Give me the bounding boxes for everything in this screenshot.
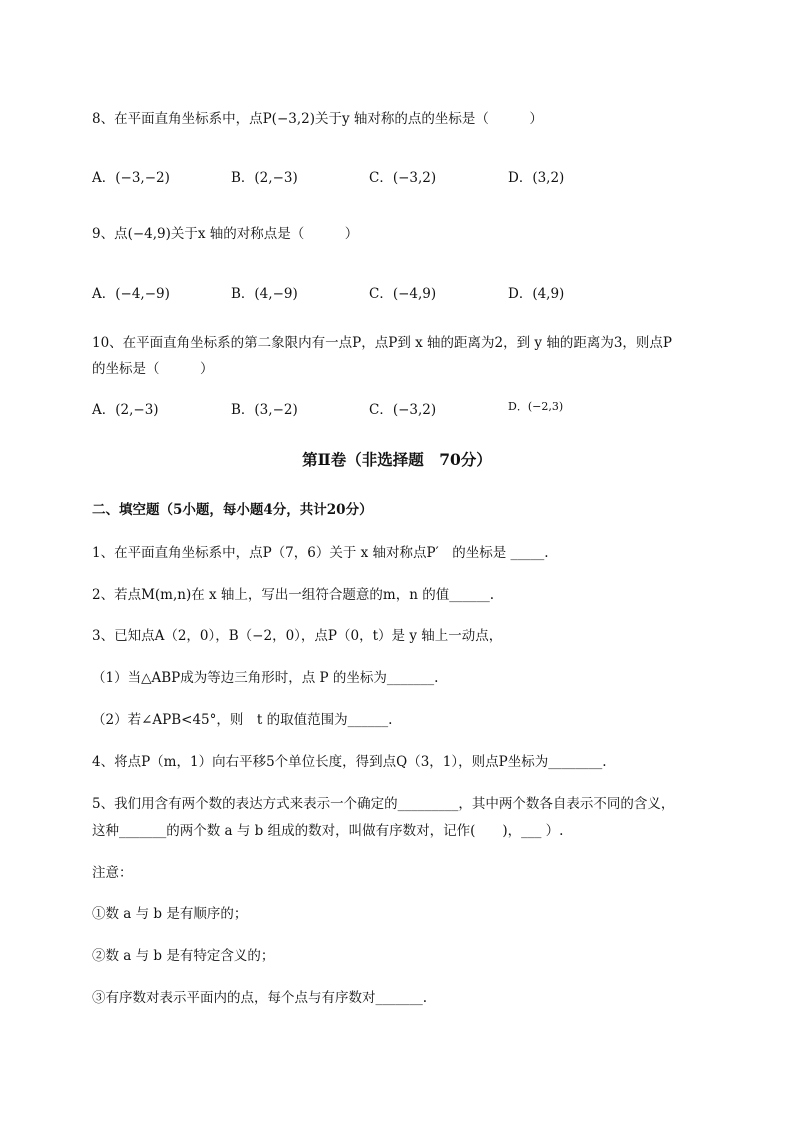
fill-question-3-part-1: （1）当△ABP成为等边三角形时，点 P 的坐标为_______. bbox=[92, 670, 439, 686]
question-9-options bbox=[92, 282, 712, 302]
q9-option-d: D．(4,9) bbox=[508, 286, 565, 302]
question-8-options bbox=[92, 166, 712, 186]
section-heading: 二、填空题（5小题，每小题4分，共计20分） bbox=[92, 502, 373, 518]
fill-question-3-part-2: （2）若∠APB<45°，则 t 的取值范围为______. bbox=[92, 712, 393, 728]
fill-question-1: 1、在平面直角坐标系中，点P（7，6）关于 x 轴对称点P′ 的坐标是 _____. bbox=[92, 545, 549, 561]
fill-question-5-line2: 这种_______的两个数 a 与 b 组成的数对，叫做有序数对，记作( )，___ ）. bbox=[92, 823, 564, 839]
question-10-stem-line1: 10、在平面直角坐标系的第二象限内有一点P，点P到 x 轴的距离为2，到 y 轴的距离为3，则点P bbox=[92, 335, 673, 351]
q8-option-b: B．(2,−3) bbox=[231, 170, 298, 186]
note-2: ②数 a 与 b 是有特定含义的； bbox=[92, 948, 275, 964]
q9-option-c: C．(−4,9) bbox=[369, 286, 437, 302]
q8-option-d: D．(3,2) bbox=[508, 170, 565, 186]
question-10-options bbox=[92, 398, 712, 418]
q8-option-a: A．(−3,−2) bbox=[92, 170, 170, 186]
q10-option-b: B．(3,−2) bbox=[231, 402, 298, 418]
note-3: ③有序数对表示平面内的点，每个点与有序数对_______. bbox=[92, 990, 428, 1006]
q10-option-d: D．(−2,3) bbox=[508, 400, 564, 413]
question-8-stem: 8、在平面直角坐标系中，点P(−3,2)关于y 轴对称的点的坐标是（ ） bbox=[92, 111, 543, 127]
fill-question-4: 4、将点P（m，1）向右平移5个单位长度，得到点Q（3，1），则点P坐标为________. bbox=[92, 754, 607, 770]
note-label: 注意： bbox=[92, 865, 133, 881]
fill-question-2: 2、若点M(m,n)在 x 轴上，写出一组符合题意的m，n 的值______. bbox=[92, 587, 495, 603]
q9-option-a: A．(−4,−9) bbox=[92, 286, 170, 302]
part-2-title: 第Ⅱ卷（非选择题 70分） bbox=[302, 450, 492, 469]
q10-option-a: A．(2,−3) bbox=[92, 402, 159, 418]
fill-question-5-line1: 5、我们用含有两个数的表达方式来表示一个确定的_________，其中两个数各自表示不同的含义， bbox=[92, 796, 675, 812]
question-10-stem-line2: 的坐标是（ ） bbox=[92, 361, 214, 377]
q9-option-b: B．(4,−9) bbox=[231, 286, 298, 302]
q8-option-c: C．(−3,2) bbox=[369, 170, 437, 186]
note-1: ①数 a 与 b 是有顺序的； bbox=[92, 906, 248, 922]
fill-question-3: 3、已知点A（2，0），B（−2，0），点P（0，t）是 y 轴上一动点， bbox=[92, 628, 503, 644]
q10-option-c: C．(−3,2) bbox=[369, 402, 437, 418]
question-9-stem: 9、点(−4,9)关于x 轴的对称点是（ ） bbox=[92, 226, 359, 242]
